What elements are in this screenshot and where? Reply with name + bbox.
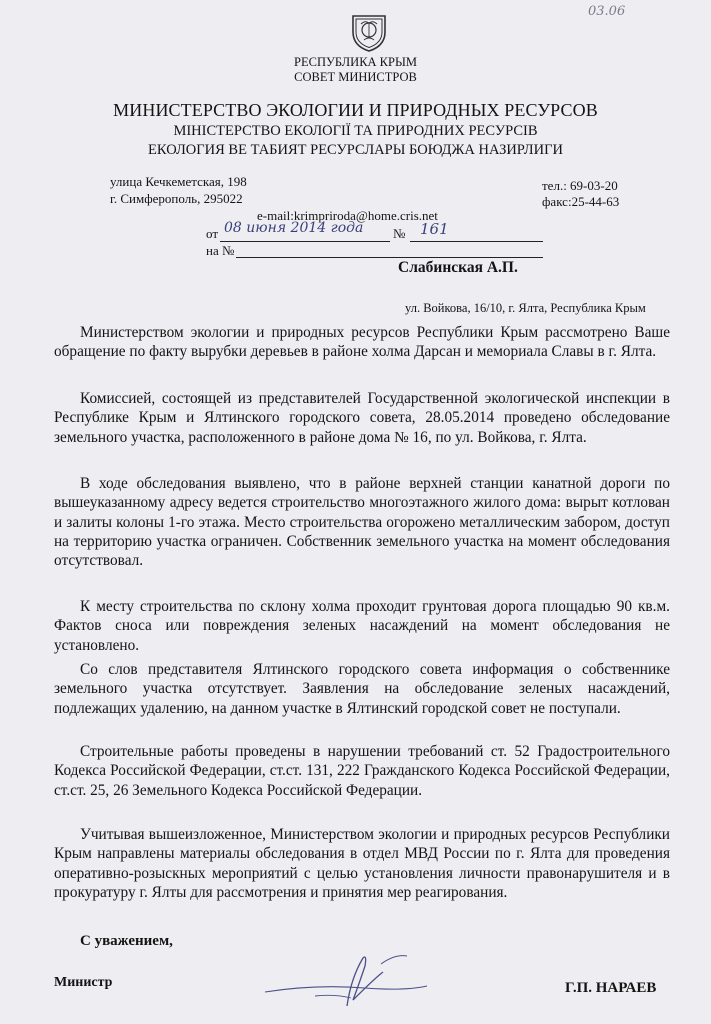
letterhead-republic: РЕСПУБЛИКА КРЫМ [294,55,417,69]
body-paragraph-5: Со слов представителя Ялтинского городского совета информация о собственнике земельного участка отсутствует. Заявления на обследование зеленых насаждений, подлежащих удалению, на данном участке в Ялтинский городской совет не поступали. [54,661,670,717]
body-paragraph-3: В ходе обследования выявлено, что в районе верхней станции канатной дороги по вышеуказанному адресу ведется строительство многоэтажного жилого дома: вырыт котлован и залиты колоны 1-го этажа. Место строительства огорожено металлическим забором, доступ на территорию участка ограничен. Собственник земельного участка на момент обследования отсутствовал. [54,475,670,570]
ref-from-handwritten: 08 июня 2014 года [224,220,364,236]
body-paragraph-4: К месту строительства по склону холма проходит грунтовая дорога площадью 90 кв.м. Фактов сноса или повреждения зеленых насаждений на момент обследования не установлено. [54,598,670,654]
address-city: г. Симферополь, 295022 [110,191,243,206]
ministry-title-ua: МІНІСТЕРСТВО ЕКОЛОГІЇ ТА ПРИРОДНИХ РЕСУРСІВ [173,123,538,139]
addressee-address: ул. Войкова, 16/10, г. Ялта, Республика Крым [405,301,646,315]
body-paragraph-2: Комиссией, состоящей из представителей Государственной экологической инспекции в Республике Крым и Ялтинского городского совета, 28.05.2014 проведено обследование земельного участка, расположенного в районе дома № 16, по ул. Войкова, г. Ялта. [54,390,670,446]
signatory-position: Министр [54,975,113,990]
handwritten-signature [255,948,435,1014]
fax-number: факс:25-44-63 [542,194,620,209]
ministry-title-crh: ЕКОЛОГИЯ ВЕ ТАБИЯТ РЕСУРСЛАРЫ БОЮДЖА НАЗИРЛИГИ [148,142,563,158]
ref-to-underline [236,257,543,258]
page-mark: 03.06 [588,4,626,19]
signatory-name: Г.П. НАРАЕВ [565,980,657,996]
email-address: e-mail:krimpriroda@home.cris.net [257,208,438,223]
body-paragraph-7: Учитывая вышеизложенное, Министерством экологии и природных ресурсов Республики Крым направлены материалы обследования в отдел МВД России по г. Ялта для проведения оперативно-розыскных мероприятий с целью установления личности правонарушителя и в прокуратуру г. Ялты для рассмотрения и принятия мер реагирования. [54,826,670,901]
ref-number-handwritten: 161 [420,220,449,238]
address-street: улица Кечкеметская, 198 [110,174,247,189]
ref-from-label: от [206,226,219,241]
ref-number-underline [410,241,543,242]
body-paragraph-1: Министерством экологии и природных ресурсов Республики Крым рассмотрено Ваше обращение по факту вырубки деревьев в районе холма Дарсан и мемориала Славы в г. Ялта. [54,324,670,361]
ref-number-label: № [393,226,406,241]
ministry-title-ru: МИНИСТЕРСТВО ЭКОЛОГИИ И ПРИРОДНЫХ РЕСУРСОВ [113,100,598,120]
ref-to-label: на № [206,243,235,258]
body-paragraph-6: Строительные работы проведены в нарушении требований ст. 52 Градостроительного Кодекса Российской Федерации, ст.ст. 131, 222 Гражданского Кодекса Российской Федерации, ст.ст. 25, 26 Земельного Кодекса Российской Федерации. [54,743,670,799]
closing-text: С уважением, [80,933,173,949]
ref-from-underline [220,241,390,242]
letterhead-council: СОВЕТ МИНИСТРОВ [294,70,417,84]
crimea-coat-of-arms-icon [347,10,391,54]
phone-number: тел.: 69-03-20 [542,178,618,193]
addressee-name: Слабинская А.П. [398,259,518,276]
